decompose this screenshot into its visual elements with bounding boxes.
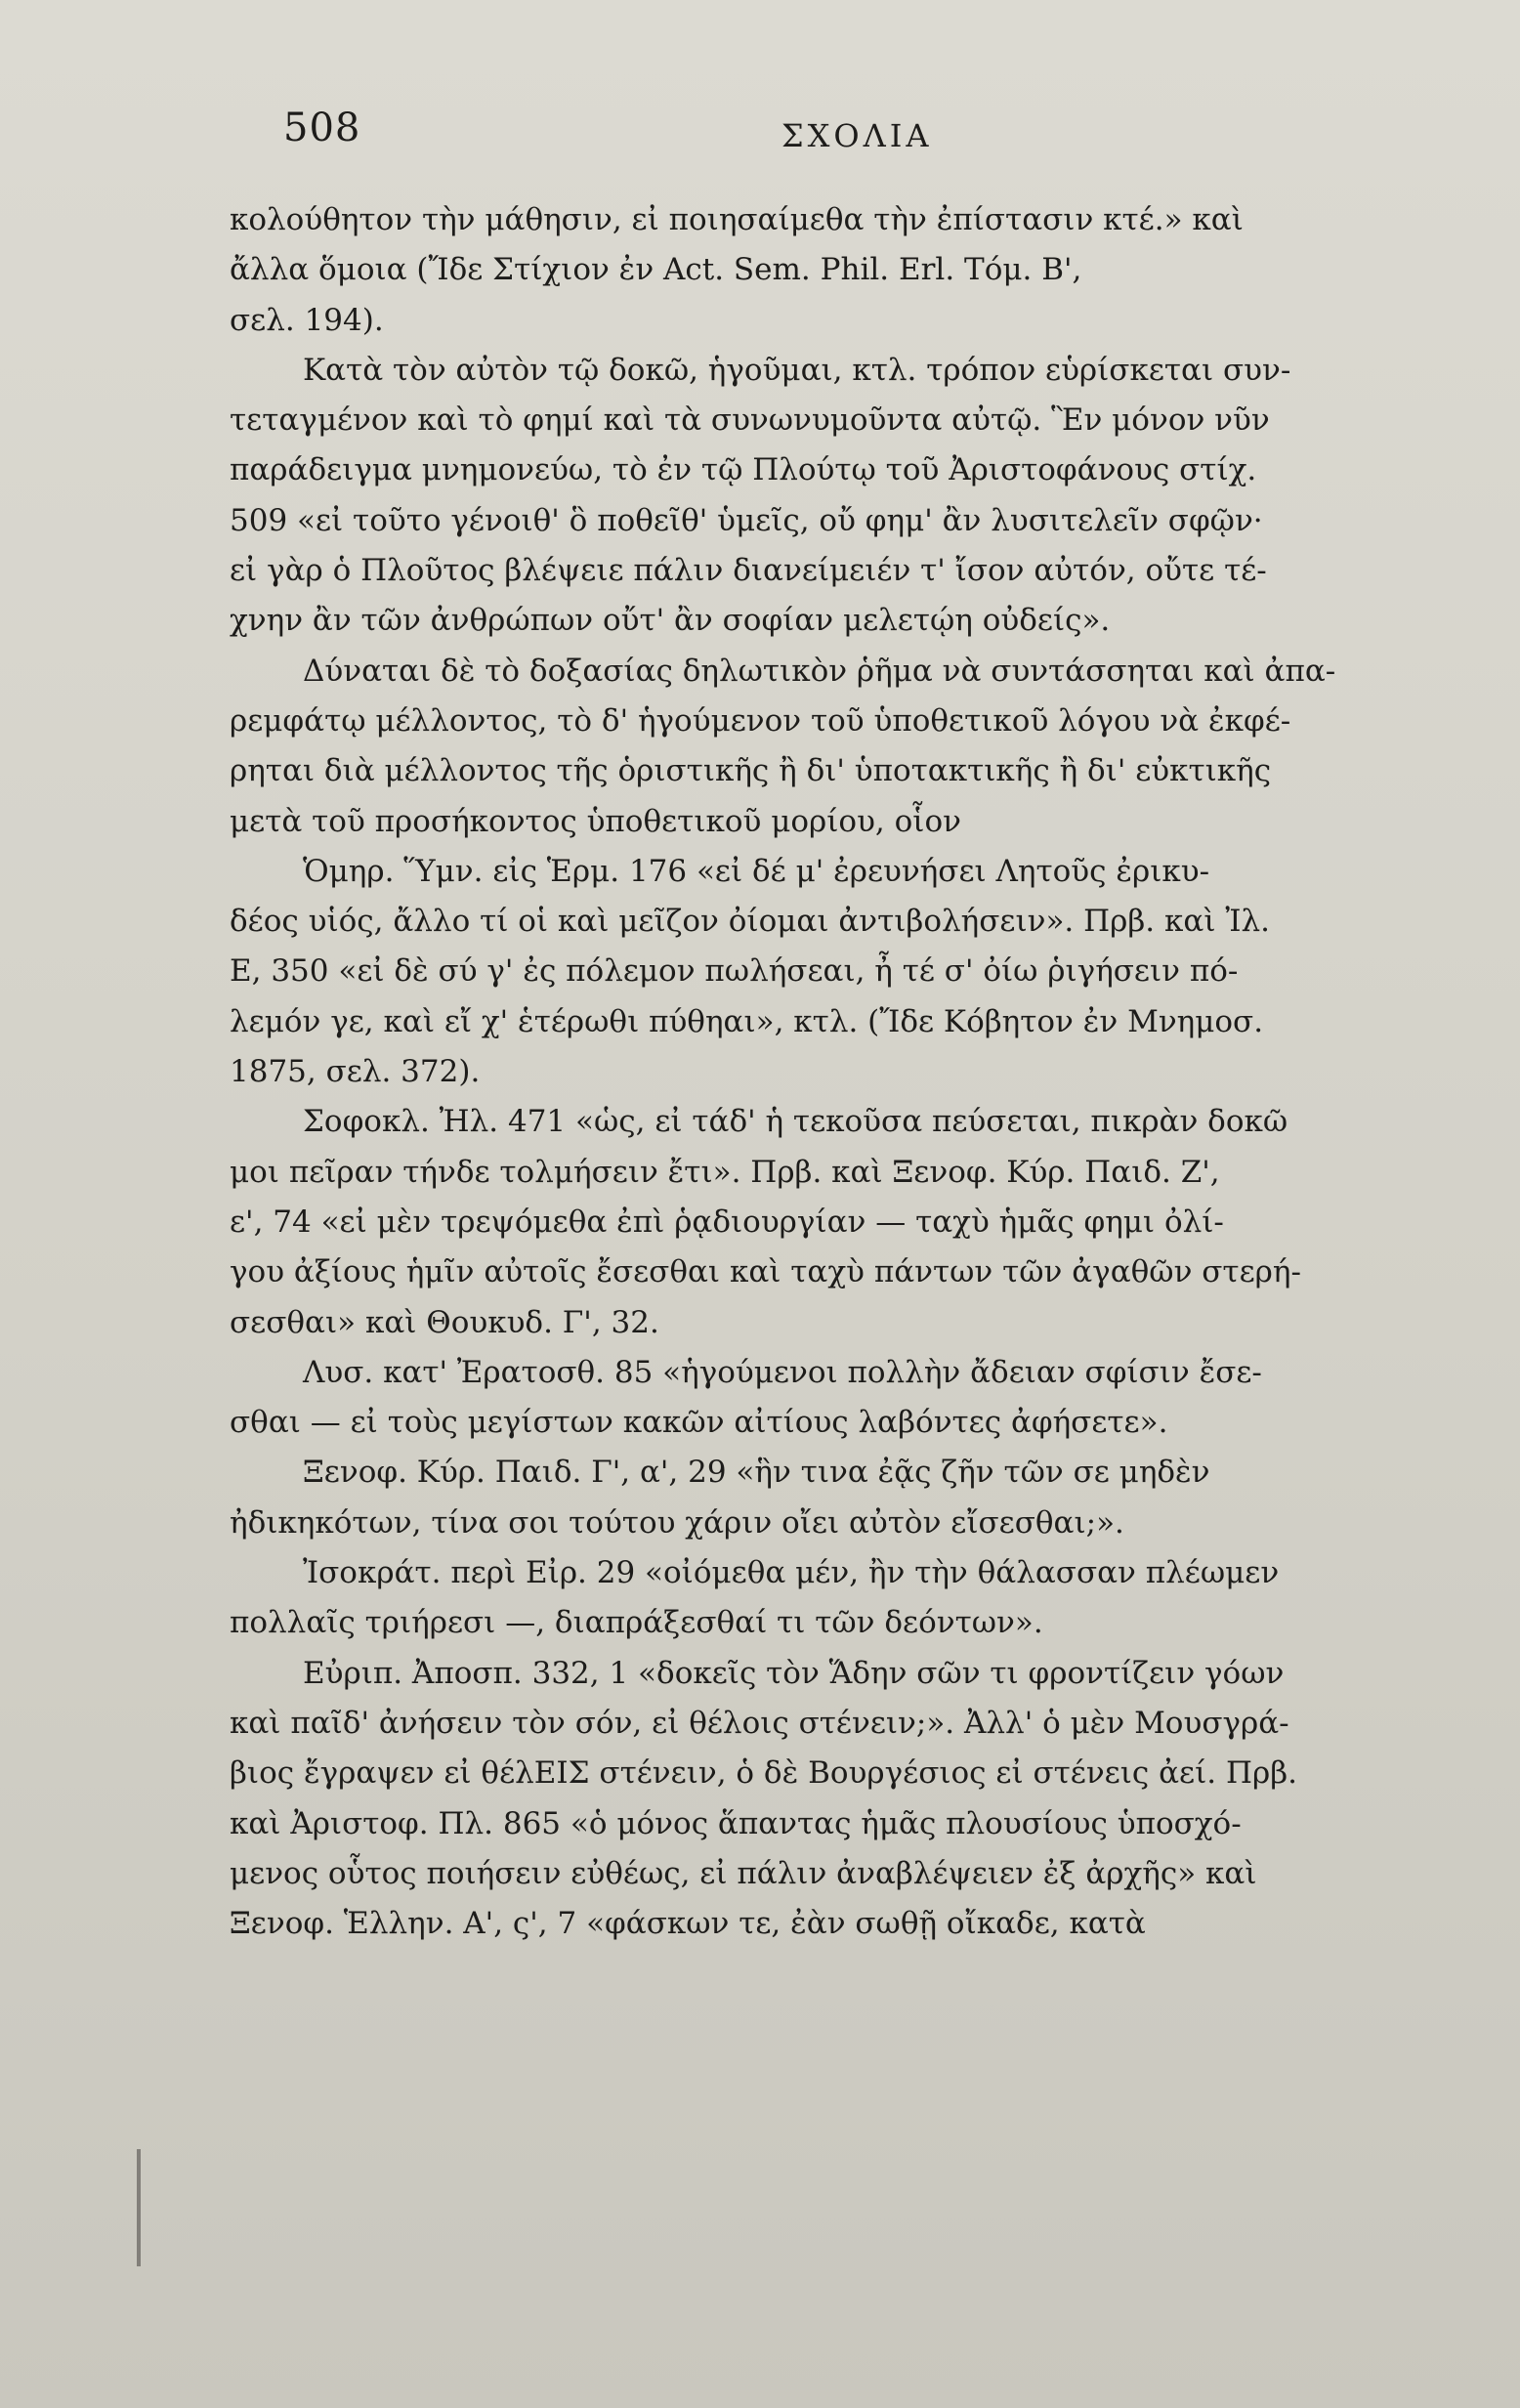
margin-mark bbox=[137, 2149, 141, 2266]
body-text bbox=[230, 195, 1431, 1949]
text-line: εἰ γὰρ ὁ Πλοῦτος βλέψειε πάλιν διανείμειέν τ' ἴσον αὐτόν, οὔτε τέ- bbox=[230, 553, 1267, 589]
text-line: λεμόν γε, καὶ εἴ χ' ἑτέρωθι πύθηαι», κτλ. (Ἴδε Κόβητον ἐν Μνημοσ. bbox=[230, 1003, 1264, 1039]
text-line: μενος οὗτος ποιήσειν εὐθέως, εἰ πάλιν ἀναβλέψειεν ἐξ ἀρχῆς» καὶ bbox=[230, 1855, 1257, 1891]
text-line: ρηται διὰ μέλλοντος τῆς ὁριστικῆς ἢ δι' ὑποτακτικῆς ἢ δι' εὐκτικῆς bbox=[230, 753, 1272, 789]
text-line: Λυσ. κατ' Ἐρατοσθ. 85 «ἡγούμενοι πολλὴν ἄδειαν σφίσιν ἔσε- bbox=[303, 1354, 1262, 1390]
text-line: μοι πεῖραν τήνδε τολμήσειν ἔτι». Πρβ. καὶ Ξενοφ. Κύρ. Παιδ. Ζ', bbox=[230, 1154, 1220, 1190]
text-line: Σοφοκλ. Ἠλ. 471 «ὡς, εἰ τάδ' ἡ τεκοῦσα πεύσεται, πικρὰν δοκῶ bbox=[303, 1104, 1288, 1140]
text-line: ε', 74 «εἰ μὲν τρεψόμεθα ἐπὶ ῥᾳδιουργίαν — ταχὺ ἡμᾶς φημι ὀλί- bbox=[230, 1204, 1224, 1240]
text-line: Ε, 350 «εἰ δὲ σύ γ' ἐς πόλεμον πωλήσεαι, ἦ τέ σ' ὀίω ῥιγήσειν πό- bbox=[230, 953, 1239, 990]
text-line: παράδειγμα μνημονεύω, τὸ ἐν τῷ Πλούτῳ τοῦ Ἀριστοφάνους στίχ. bbox=[230, 452, 1257, 488]
text-line: βιος ἔγραψεν εἰ θέλΕΙΣ στένειν, ὁ δὲ Βουργέσιος εἰ στένεις ἀεί. Πρβ. bbox=[230, 1755, 1297, 1792]
page-number: 508 bbox=[283, 106, 361, 150]
text-line: χνην ἂν τῶν ἀνθρώπων οὔτ' ἂν σοφίαν μελετῴη οὐδείς». bbox=[230, 603, 1111, 639]
text-line: Εὐριπ. Ἀποσπ. 332, 1 «δοκεῖς τὸν Ἅδην σῶν τι φροντίζειν γόων bbox=[303, 1655, 1285, 1691]
text-line: Δύναται δὲ τὸ δοξασίας δηλωτικὸν ῥῆμα νὰ συντάσσηται καὶ ἀπα- bbox=[303, 653, 1336, 689]
text-line: Κατὰ τὸν αὐτὸν τῷ δοκῶ, ἡγοῦμαι, κτλ. τρόπον εὑρίσκεται συν- bbox=[303, 352, 1291, 388]
text-line: 509 «εἰ τοῦτο γένοιθ' ὃ ποθεῖθ' ὑμεῖς, οὔ φημ' ἂν λυσιτελεῖν σφῷν· bbox=[230, 502, 1263, 538]
text-line: 1875, σελ. 372). bbox=[230, 1054, 481, 1090]
text-line: Ἰσοκράτ. περὶ Εἰρ. 29 «οἰόμεθα μέν, ἢν τὴν θάλασσαν πλέωμεν bbox=[303, 1555, 1280, 1591]
text-line: κολούθητον τὴν μάθησιν, εἰ ποιησαίμεθα τὴν ἐπίστασιν κτέ.» καὶ bbox=[230, 202, 1244, 237]
text-line: μετὰ τοῦ προσήκοντος ὑποθετικοῦ μορίου, οἷον bbox=[230, 803, 961, 839]
text-line: καὶ παῖδ' ἀνήσειν τὸν σόν, εἰ θέλοις στένειν;». Ἀλλ' ὁ μὲν Μουσγρά- bbox=[230, 1705, 1289, 1741]
text-line: πολλαῖς τριήρεσι —, διαπράξεσθαί τι τῶν δεόντων». bbox=[230, 1605, 1043, 1641]
text-line: καὶ Ἀριστοφ. Πλ. 865 «ὁ μόνος ἅπαντας ἡμᾶς πλουσίους ὑποσχό- bbox=[230, 1805, 1242, 1841]
text-line: ρεμφάτῳ μέλλοντος, τὸ δ' ἡγούμενον τοῦ ὑποθετικοῦ λόγου νὰ ἐκφέ- bbox=[230, 702, 1291, 739]
text-line: ἠδικηκότων, τίνα σοι τούτου χάριν οἴει αὐτὸν εἴσεσθαι;». bbox=[230, 1504, 1124, 1541]
text-line: σελ. 194). bbox=[230, 302, 384, 338]
text-line: ἄλλα ὅμοια (Ἴδε Στίχιον ἐν Act. Sem. Phil. Erl. Τόμ. Β', bbox=[230, 252, 1082, 288]
text-line: Ξενοφ. Κύρ. Παιδ. Γ', α', 29 «ἣν τινα ἐᾷς ζῆν τῶν σε μηδὲν bbox=[303, 1455, 1210, 1491]
text-line: σθαι — εἰ τοὺς μεγίστων κακῶν αἰτίους λαβόντες ἀφήσετε». bbox=[230, 1405, 1168, 1441]
text-line: σεσθαι» καὶ Θουκυδ. Γ', 32. bbox=[230, 1304, 659, 1340]
text-line: δέος υἱός, ἄλλο τί οἱ καὶ μεῖζον ὀίομαι ἀντιβολήσειν». Πρβ. καὶ Ἰλ. bbox=[230, 904, 1270, 940]
text-line: Ὁμηρ. Ὕμν. εἰς Ἑρμ. 176 «εἰ δέ μ' ἐρευνήσει Λητοῦς ἐρικυ- bbox=[303, 853, 1210, 889]
text-line: Ξενοφ. Ἑλλην. Α', ς', 7 «φάσκων τε, ἐὰν σωθῇ οἴκαδε, κατὰ bbox=[230, 1906, 1146, 1942]
text-line: γου ἀξίους ἡμῖν αὐτοῖς ἔσεσθαι καὶ ταχὺ πάντων τῶν ἀγαθῶν στερή- bbox=[230, 1254, 1301, 1290]
page-header bbox=[0, 98, 1520, 156]
text-line: τεταγμένον καὶ τὸ φημί καὶ τὰ συνωνυμοῦντα αὐτῷ. Ἓν μόνον νῦν bbox=[230, 402, 1270, 439]
running-head: ΣΧΟΛΙΑ bbox=[781, 117, 933, 154]
